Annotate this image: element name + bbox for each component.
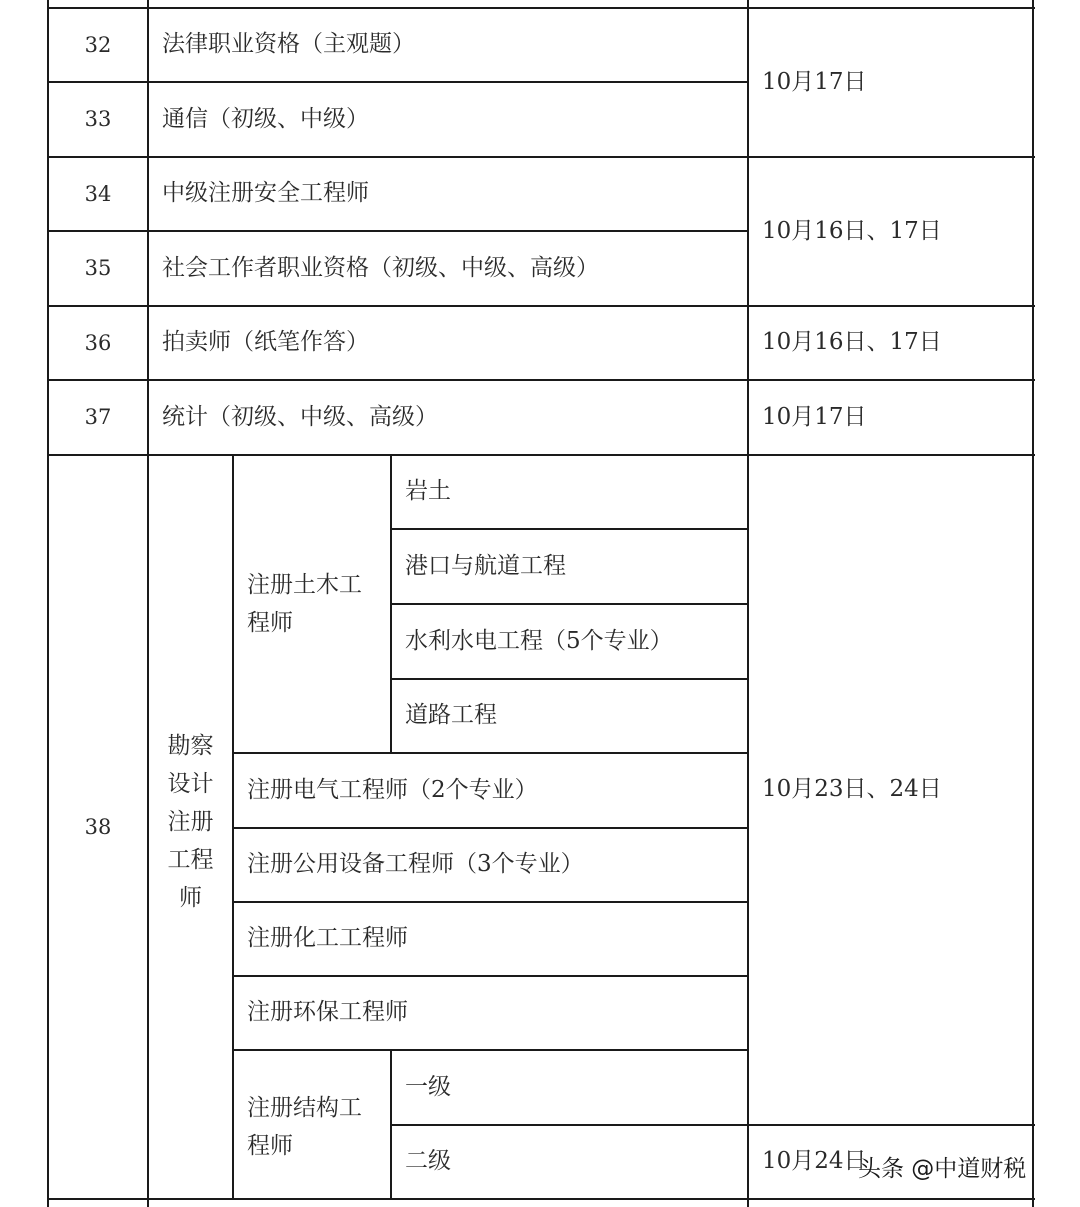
exam-date <box>749 158 1032 305</box>
civil-engineer-text: 注册土木工程师 <box>247 572 362 636</box>
exam-date-text: 10月23日、24日 <box>762 776 942 803</box>
exam-name-text: 通信（初级、中级） <box>162 105 369 132</box>
row-number <box>49 456 147 1198</box>
exam-date <box>749 9 1032 156</box>
structural-engineer-text: 注册结构工程师 <box>247 1095 362 1159</box>
exam-name-text: 拍卖师（纸笔作答） <box>162 329 369 356</box>
engineer-type <box>234 754 747 827</box>
row-number-text: 34 <box>84 181 112 206</box>
exam-name-text: 统计（初级、中级、高级） <box>162 403 438 430</box>
civil-sub <box>392 605 747 678</box>
exam-name-text: 社会工作者职业资格（初级、中级、高级） <box>162 254 599 281</box>
row-number <box>49 232 147 305</box>
row-number <box>49 158 147 230</box>
row-number-text: 38 <box>84 814 112 839</box>
civil-sub <box>392 680 747 752</box>
exam-date-text: 10月16日、17日 <box>762 217 942 244</box>
exam-date-text: 10月24日 <box>762 1148 867 1175</box>
engineer-type-text: 注册电气工程师（2个专业） <box>247 776 538 803</box>
engineer-type <box>234 903 747 975</box>
exam-name <box>149 83 747 156</box>
civil-sub-text: 岩土 <box>405 478 451 505</box>
row-number-text: 35 <box>84 256 112 281</box>
structural-sub-text: 二级 <box>405 1148 451 1175</box>
watermark: 头条 @中道财税 <box>858 1156 1027 1182</box>
structural-engineer-label <box>234 1051 390 1198</box>
row-number-text: 32 <box>84 32 112 57</box>
engineer-type <box>234 977 747 1049</box>
engineer-type <box>234 829 747 901</box>
exam-date-text: 10月17日 <box>762 68 867 95</box>
category-text: 勘察设计注册工程师 <box>167 733 214 911</box>
row-number-text: 36 <box>84 330 112 355</box>
exam-date <box>749 381 1032 454</box>
engineer-type-text: 注册化工工程师 <box>247 925 408 952</box>
civil-sub-text: 港口与航道工程 <box>405 552 566 579</box>
row-number <box>49 307 147 379</box>
structural-sub-text: 一级 <box>405 1073 451 1100</box>
exam-name <box>149 232 747 305</box>
grid-line <box>1032 0 1034 1207</box>
structural-sub <box>392 1126 747 1198</box>
category-cell <box>149 456 232 1198</box>
civil-sub-text: 道路工程 <box>405 702 497 729</box>
row-number <box>49 381 147 454</box>
row-number <box>49 9 147 81</box>
exam-name <box>149 9 747 81</box>
civil-sub-text: 水利水电工程（5个专业） <box>405 627 673 654</box>
engineer-type-text: 注册公用设备工程师（3个专业） <box>247 851 584 878</box>
exam-name <box>149 381 747 454</box>
exam-name-text: 中级注册安全工程师 <box>162 180 369 207</box>
row-number-text: 33 <box>84 107 112 132</box>
engineer-type-text: 注册环保工程师 <box>247 999 408 1026</box>
exam-name <box>149 307 747 379</box>
civil-sub <box>392 456 747 528</box>
grid-line <box>48 1198 1035 1200</box>
exam-date-text: 10月16日、17日 <box>762 329 942 356</box>
civil-sub <box>392 530 747 603</box>
exam-name <box>149 158 747 230</box>
exam-date <box>749 456 1032 1124</box>
structural-sub <box>392 1051 747 1124</box>
row-number-text: 37 <box>84 405 112 430</box>
exam-date-text: 10月17日 <box>762 403 867 430</box>
exam-name-text: 法律职业资格（主观题） <box>162 31 415 58</box>
row-number <box>49 83 147 156</box>
exam-date <box>749 307 1032 379</box>
civil-engineer-label <box>234 456 390 752</box>
